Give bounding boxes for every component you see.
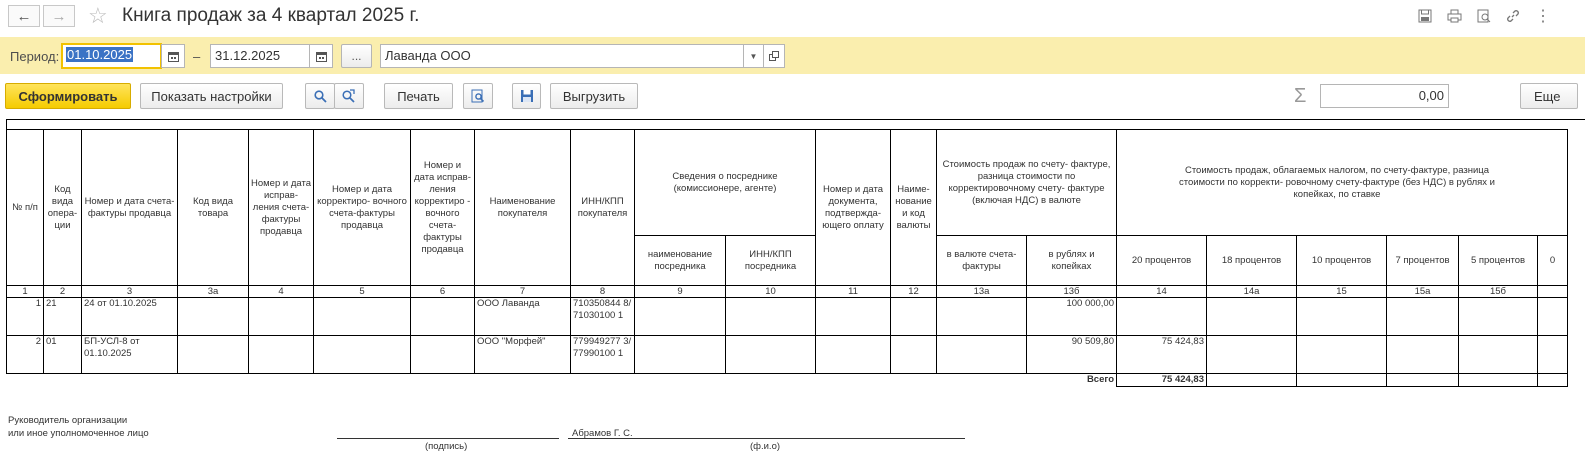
- forward-button[interactable]: [43, 5, 75, 27]
- header-c15a: 7 процентов: [1387, 236, 1459, 286]
- fio-line: [568, 438, 965, 439]
- signatory-role-line1: Руководитель организации: [8, 415, 128, 426]
- print-button[interactable]: Печать: [384, 83, 453, 109]
- cell-n: 2: [7, 336, 44, 374]
- organization-field[interactable]: Лаванда ООО: [380, 44, 744, 68]
- header-c14: 20 процентов: [1117, 236, 1207, 286]
- page-title: Книга продаж за 4 квартал 2025 г.: [122, 5, 420, 26]
- signatory-name: Абрамов Г. С.: [572, 428, 633, 439]
- date-to-field[interactable]: 31.12.2025: [210, 44, 310, 68]
- column-number: 11: [816, 286, 891, 298]
- save-icon[interactable]: [1415, 6, 1435, 26]
- date-from-calendar-button[interactable]: [161, 44, 185, 68]
- cell-rub: 100 000,00: [1027, 298, 1117, 336]
- table-row[interactable]: [7, 336, 1568, 374]
- open-window-icon: [769, 51, 780, 62]
- search-button[interactable]: [305, 83, 335, 109]
- sum-field[interactable]: 0,00: [1320, 84, 1449, 108]
- search-reset-button[interactable]: [334, 83, 364, 109]
- cell-invoice: БП-УСЛ-8 от 01.10.2025: [82, 336, 178, 374]
- total-row: [7, 374, 1568, 387]
- header-c10: ИНН/КПП посредника: [726, 236, 816, 286]
- header-c11: Номер и дата документа, подтвержда- ющего оплату: [816, 130, 891, 286]
- column-number: 2: [44, 286, 82, 298]
- generate-button[interactable]: Сформировать: [5, 83, 131, 109]
- header-c9: наименование посредника: [635, 236, 726, 286]
- column-number: [1538, 286, 1568, 298]
- header-c15: 10 процентов: [1297, 236, 1387, 286]
- organization-open-button[interactable]: [763, 44, 785, 68]
- header-intermediary-group: Сведения о посреднике (комиссионере, агенте): [635, 130, 816, 236]
- total-label: Всего: [7, 374, 1117, 387]
- period-label: Период:: [10, 49, 60, 64]
- sales-book-table: [6, 129, 1568, 387]
- header-c-last: 0: [1538, 236, 1568, 286]
- column-number: 13а: [937, 286, 1027, 298]
- save-file-button[interactable]: [512, 83, 541, 109]
- cell-p20: 75 424,83: [1117, 336, 1207, 374]
- column-number: 3а: [178, 286, 249, 298]
- header-c12: Наиме- нование и код валюты: [891, 130, 937, 286]
- cell-inn: 710350844 8/71030100 1: [571, 298, 635, 336]
- column-number: 4: [249, 286, 314, 298]
- cell-op: 21: [44, 298, 82, 336]
- header-c5: Номер и дата корректиро- вочного счета-фактуры продавца: [314, 130, 411, 286]
- floppy-disk-icon: [520, 89, 534, 103]
- more-button[interactable]: Еще: [1520, 83, 1578, 109]
- chevron-down-icon: ▼: [749, 51, 758, 61]
- signature-caption: (подпись): [425, 441, 468, 452]
- arrow-left-icon: ←: [16, 7, 32, 25]
- column-number: 5: [314, 286, 411, 298]
- more-actions-icon[interactable]: ⋮: [1535, 8, 1551, 25]
- header-c13-group: Стоимость продаж по счету- фактуре, разница стоимости по корректировочному счету- фактуре (включая НДС) в валюте: [937, 130, 1117, 236]
- cell-invoice: 24 от 01.10.2025: [82, 298, 178, 336]
- column-number: 15б: [1459, 286, 1538, 298]
- cell-inn: 779949277 3/77990100 1: [571, 336, 635, 374]
- header-c1: № п/п: [7, 130, 44, 286]
- star-icon[interactable]: ☆: [88, 3, 108, 28]
- header-c3: Номер и дата счета-фактуры продавца: [82, 130, 178, 286]
- column-number: 6: [411, 286, 475, 298]
- search-icon: [314, 90, 327, 103]
- column-number-row: [7, 286, 1568, 298]
- cell-buyer: ООО "Морфей": [475, 336, 571, 374]
- header-c7: Наименование покупателя: [475, 130, 571, 286]
- link-icon[interactable]: [1503, 6, 1523, 26]
- column-number: 10: [726, 286, 816, 298]
- back-button[interactable]: [8, 5, 40, 27]
- total-p20: 75 424,83: [1117, 374, 1207, 387]
- column-number: 1: [7, 286, 44, 298]
- signatory-role-line2: или иное уполномоченное лицо: [8, 428, 149, 439]
- column-number: 15: [1297, 286, 1387, 298]
- column-number: 9: [635, 286, 726, 298]
- cell-rub: 90 509,80: [1027, 336, 1117, 374]
- cell-n: 1: [7, 298, 44, 336]
- column-number: 7: [475, 286, 571, 298]
- column-number: 8: [571, 286, 635, 298]
- print-preview-button[interactable]: [463, 83, 493, 109]
- date-to-calendar-button[interactable]: [309, 44, 333, 68]
- cell-p20: [1117, 298, 1207, 336]
- organization-dropdown-button[interactable]: [743, 44, 764, 68]
- signature-line: [337, 438, 559, 439]
- calendar-icon: [168, 51, 179, 62]
- print-preview-icon: [471, 89, 485, 103]
- show-settings-button[interactable]: Показать настройки: [140, 83, 283, 109]
- search-cancel-icon: [342, 89, 356, 103]
- column-number: 14: [1117, 286, 1207, 298]
- cell-buyer: ООО Лаванда: [475, 298, 571, 336]
- column-number: 12: [891, 286, 937, 298]
- date-from-field[interactable]: 01.10.2025: [61, 43, 162, 69]
- preview-icon[interactable]: [1474, 6, 1494, 26]
- header-c2: Код вида опера- ции: [44, 130, 82, 286]
- arrow-right-icon: →: [51, 7, 67, 25]
- header-c4: Номер и дата исправ- ления счета- фактуры продавца: [249, 130, 314, 286]
- sum-icon: Σ: [1294, 85, 1307, 107]
- header-c13b: в рублях и копейках: [1027, 236, 1117, 286]
- table-row[interactable]: [7, 298, 1568, 336]
- header-c6: Номер и дата исправ- ления корректиро - вочного счета- фактуры продавца: [411, 130, 475, 286]
- header-c14-group: Стоимость продаж, облагаемых налогом, по счету-фактуре, разница стоимости по корректи- ровочному счету-фактуре (без НДС) в рублях и копейках, по ставке: [1117, 130, 1568, 236]
- fio-caption: (ф.и.о): [750, 441, 781, 452]
- period-select-button[interactable]: ...: [341, 44, 372, 68]
- print-icon[interactable]: [1444, 6, 1464, 26]
- column-number: 3: [82, 286, 178, 298]
- report-frame-top: [6, 119, 1585, 120]
- header-c14a: 18 процентов: [1207, 236, 1297, 286]
- header-c3a: Код вида товара: [178, 130, 249, 286]
- header-c15b: 5 процентов: [1459, 236, 1538, 286]
- column-number: 15а: [1387, 286, 1459, 298]
- header-c8: ИНН/КПП покупателя: [571, 130, 635, 286]
- cell-op: 01: [44, 336, 82, 374]
- column-number: 13б: [1027, 286, 1117, 298]
- column-number: 14а: [1207, 286, 1297, 298]
- calendar-icon: [316, 51, 327, 62]
- header-c13a: в валюте счета-фактуры: [937, 236, 1027, 286]
- export-button[interactable]: Выгрузить: [550, 83, 638, 109]
- period-dash: –: [193, 49, 201, 64]
